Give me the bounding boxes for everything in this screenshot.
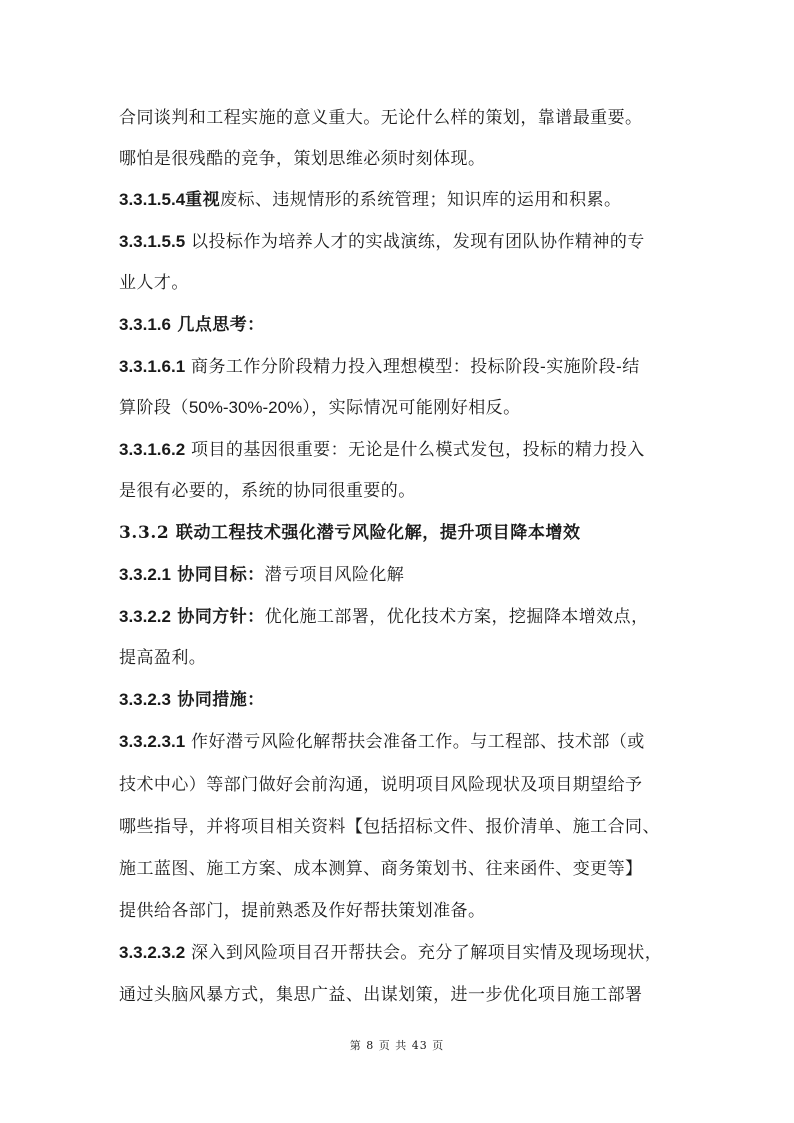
paragraph-line (119, 396, 679, 420)
body-text: 项目的基因很重要：无论是什么模式发包，投标的精力投入 (185, 440, 645, 460)
body-text: 是很有必要的，系统的协同很重要的。 (119, 481, 416, 501)
paragraph-line (119, 479, 679, 503)
body-text: 施工蓝图、施工方案、成本测算、商务策划书、往来函件、变更等】 (119, 859, 643, 879)
paragraph-line (119, 147, 679, 171)
body-text: 潜亏项目风险化解 (264, 565, 405, 585)
section-number: 3.3.1.6.2 (119, 440, 186, 459)
paragraph-line (119, 271, 679, 295)
paragraph-line (119, 773, 679, 797)
section-3-3-1-6-2 (119, 438, 679, 462)
bold-text: 重视 (185, 190, 221, 210)
body-text: 深入到风险项目召开帮扶会。充分了解项目实情及现场现状， (185, 943, 663, 963)
body-text: 废标、违规情形的系统管理；知识库的运用和积累。 (220, 190, 622, 210)
body-text: ），实际情况可能刚好相反。 (302, 398, 521, 418)
body-text: 通过头脑风暴方式，集思广益、出谋划策，进一步优化项目施工部署 (119, 985, 643, 1005)
section-number: 3.3.2.3 (119, 690, 171, 709)
section-3-3-2-3 (119, 688, 679, 712)
paragraph-line (119, 983, 679, 1007)
paragraph-line (119, 106, 679, 130)
body-text: 提高盈利。 (119, 648, 207, 668)
section-number: 3.3.1.6 (119, 315, 171, 334)
section-heading-3-3-2 (119, 521, 679, 545)
section-3-3-1-6-1 (119, 355, 679, 379)
paragraph-line (119, 815, 679, 839)
section-3-3-2-3-1 (119, 730, 679, 754)
body-text: 合同谈判和工程实施的意义重大。无论什么样的策划，靠谱最重要。 (119, 108, 643, 128)
section-number: 3.3.1.5.5 (119, 232, 186, 251)
percentage-text: 50%-30%-20% (188, 398, 303, 417)
paragraph-line (119, 857, 679, 881)
body-text: 技术中心）等部门做好会前沟通，说明项目风险现状及项目期望给予 (119, 775, 643, 795)
section-number: 3.3.2.1 (119, 565, 171, 584)
body-text: 以投标作为培养人才的实战演练，发现有团队协作精神的专 (185, 232, 645, 252)
paragraph-line (119, 646, 679, 670)
section-3-3-2-1 (119, 563, 679, 587)
section-heading-text: 3.3.2 联动工程技术强化潜亏风险化解，提升项目降本增效 (119, 523, 581, 543)
body-text: 商务工作分阶段精力投入理想模型：投标阶段-实施阶段-结 (185, 357, 640, 377)
body-text: 提供给各部门，提前熟悉及作好帮扶策划准备。 (119, 901, 486, 921)
section-number: 3.3.1.6.1 (119, 357, 186, 376)
section-number: 3.3.2.3.2 (119, 943, 186, 962)
body-text: 算阶段（ (119, 398, 189, 418)
body-text: 业人才。 (119, 273, 189, 293)
bold-text: 协同方针： (171, 607, 265, 627)
section-number: 3.3.2.3.1 (119, 732, 186, 751)
paragraph-line (119, 899, 679, 923)
section-title: 协同措施： (171, 690, 265, 710)
bold-text: 协同目标： (171, 565, 265, 585)
body-text: 哪怕是很残酷的竞争，策划思维必须时刻体现。 (119, 149, 486, 169)
page-number-text: 第 8 页 共 43 页 (349, 1039, 445, 1052)
section-3-3-1-5-4 (119, 188, 679, 212)
section-title: 几点思考： (171, 315, 265, 335)
body-text: 优化施工部署，优化技术方案，挖掘降本增效点， (264, 607, 649, 627)
section-3-3-1-6 (119, 313, 679, 337)
page-footer (0, 1037, 794, 1053)
section-number: 3.3.1.5.4 (119, 190, 186, 209)
body-text: 作好潜亏风险化解帮扶会准备工作。与工程部、技术部（或 (185, 732, 645, 752)
section-number: 3.3.2.2 (119, 607, 171, 626)
body-text: 哪些指导，并将项目相关资料【包括招标文件、报价清单、施工合同、 (119, 817, 660, 837)
section-3-3-1-5-5 (119, 230, 679, 254)
section-3-3-2-3-2 (119, 941, 679, 965)
section-3-3-2-2 (119, 605, 679, 629)
